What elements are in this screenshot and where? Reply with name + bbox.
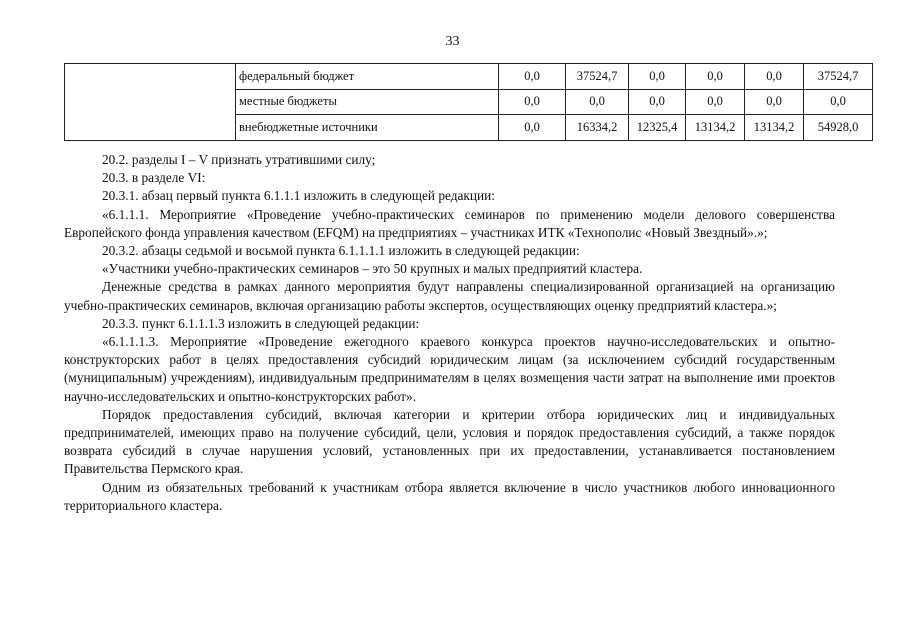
total-cell: 54928,0 (804, 115, 873, 141)
value-cell: 0,0 (629, 64, 686, 90)
value-cell: 0,0 (745, 64, 804, 90)
funding-source-cell: внебюджетные источники (236, 115, 499, 141)
value-cell: 0,0 (745, 89, 804, 115)
value-cell: 0,0 (499, 89, 566, 115)
value-cell: 13134,2 (745, 115, 804, 141)
paragraph: 20.2. разделы I – V признать утратившими силу; (102, 152, 376, 167)
value-cell: 0,0 (499, 64, 566, 90)
paragraph: «6.1.1.1.3. Мероприятие «Проведение ежегодного краевого конкурса проектов научно-исследовательских и опытно-конструкторских работ в целях предоставления субсидий юридическим лицам (за исключением субсидий государственным (муниципальным) учреждениям), индивидуальным предпринимателям в целях возмещения части затрат на выполнение ими проектов научно-исследовательских и опытно-конструкторских работ». (64, 334, 835, 404)
paragraph: «6.1.1.1. Мероприятие «Проведение учебно-практических семинаров по применению модели делового совершенства Европейского фонда управления качеством (EFQM) на предприятиях – участниках ИТК «Технополис «Новый Звездный».»; (64, 206, 835, 240)
paragraph: Одним из обязательных требований к участникам отбора является включение в число участников любого инновационного территориального кластера. (64, 479, 835, 513)
value-cell: 37524,7 (566, 64, 629, 90)
paragraph: «Участники учебно-практических семинаров – это 50 крупных и малых предприятий кластера. (102, 261, 643, 277)
paragraph: Порядок предоставления субсидий, включая категории и критерии отбора юридических лиц и индивидуальных предпринимателей, имеющих право на получение субсидий, цели, условия и порядок предоставления субсидий, а также порядок возврата субсидий в случае нарушения условий, установленных при их предоставлении, устанавливается постановлением Правительства Пермского края. (64, 406, 835, 477)
paragraph: 20.3.2. абзацы седьмой и восьмой пункта 6.1.1.1.1 изложить в следующей редакции: (102, 243, 580, 259)
total-cell: 0,0 (804, 89, 873, 115)
value-cell: 13134,2 (686, 115, 745, 141)
funding-source-cell: федеральный бюджет (236, 64, 499, 90)
paragraph: 20.3. в разделе VI: (102, 170, 206, 186)
value-cell: 0,0 (686, 89, 745, 115)
budget-table (64, 63, 873, 141)
value-cell: 12325,4 (629, 115, 686, 141)
funding-source-cell: местные бюджеты (236, 89, 499, 115)
value-cell: 0,0 (499, 115, 566, 141)
document-body (64, 151, 835, 515)
table-row (65, 64, 873, 90)
page-number: 33 (445, 34, 460, 49)
paragraph: 20.3.3. пункт 6.1.1.1.3 изложить в следующей редакции: (102, 315, 420, 331)
value-cell: 0,0 (566, 89, 629, 115)
value-cell: 0,0 (629, 89, 686, 115)
value-cell: 0,0 (686, 64, 745, 90)
value-cell: 16334,2 (566, 115, 629, 141)
paragraph: 20.3.1. абзац первый пункта 6.1.1.1 изложить в следующей редакции: (102, 188, 495, 204)
total-cell: 37524,7 (804, 64, 873, 90)
merged-empty-cell (65, 64, 236, 141)
paragraph: Денежные средства в рамках данного мероприятия будут направлены специализированной организацией на организацию учебно-практических семинаров, включая организацию работы экспертов, осуществляющих оценку предприятий кластера.»; (64, 279, 835, 313)
